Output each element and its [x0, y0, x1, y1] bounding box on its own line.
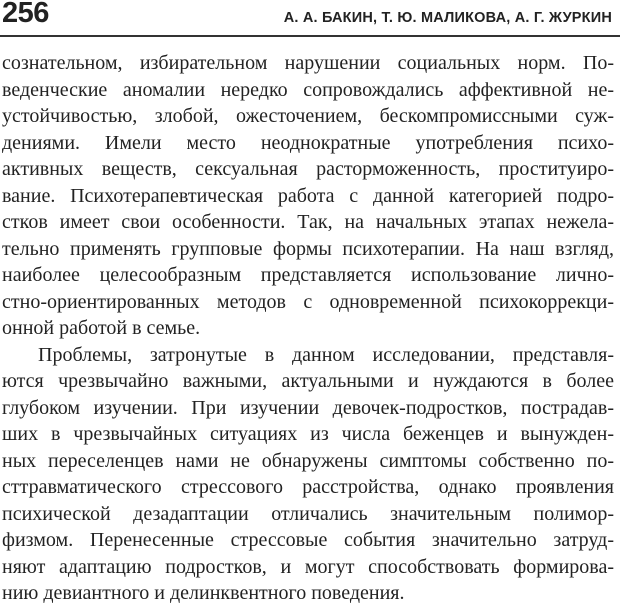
text-line: ных переселенцев нами не обнаружены симптомы собственно по-	[2, 449, 614, 472]
text-line: Проблемы, затронутые в данном исследовании, представля-	[38, 343, 614, 366]
text-line: вание. Психотерапевтическая работа с данной категорией подро-	[2, 184, 614, 207]
header-rule	[0, 35, 620, 37]
text-line: сттравматического стрессового расстройства, однако проявления	[2, 476, 614, 498]
paragraph-2	[2, 342, 614, 607]
text-line: стков имеет свои особенности. Так, на начальных этапах нежела-	[2, 211, 614, 233]
text-line: психической дезадаптации отличались значительным полимор-	[2, 502, 614, 525]
running-head-authors: А. А. БАКИН, Т. Ю. МАЛИКОВА, А. Г. ЖУРКИН	[283, 10, 612, 26]
text-line: нию девиантного и делинквентного поведения.	[2, 582, 405, 604]
page-header	[0, 0, 620, 40]
text-line: няют адаптацию подростков, и могут способствовать формирова-	[2, 555, 614, 578]
paragraph-1	[2, 50, 614, 342]
text-line: дениями. Имели место неоднократные употребления психо-	[2, 131, 614, 154]
body-text	[2, 50, 614, 607]
text-line: онной работой в семье.	[2, 317, 201, 339]
text-line: ются чрезвычайно важными, актуальными и нуждаются в более	[2, 370, 614, 392]
text-line: глубоком изучении. При изучении девочек-подростков, пострадав-	[2, 396, 614, 419]
text-line: веденческие аномалии нередко сопровождались аффективной не-	[2, 78, 614, 101]
text-line: сознательном, избирательном нарушении социальных норм. По-	[2, 52, 614, 74]
text-line: устойчивостью, злобой, ожесточением, бескомпромиссными суж-	[2, 105, 614, 127]
text-line: тельно применять групповые формы психотерапии. На наш взгляд,	[2, 237, 614, 260]
text-line: физмом. Перенесенные стрессовые события значительно затруд-	[2, 529, 614, 551]
text-line: стно-ориентированных методов с одновременной психокоррекци-	[2, 290, 614, 313]
text-line: ших в чрезвычайных ситуациях из числа беженцев и вынужден-	[2, 423, 614, 445]
page-number: 256	[2, 0, 49, 29]
text-line: активных веществ, сексуальная расторможенность, проституиро-	[2, 158, 614, 180]
text-line: наиболее целесообразным представляется использование лично-	[2, 264, 614, 286]
